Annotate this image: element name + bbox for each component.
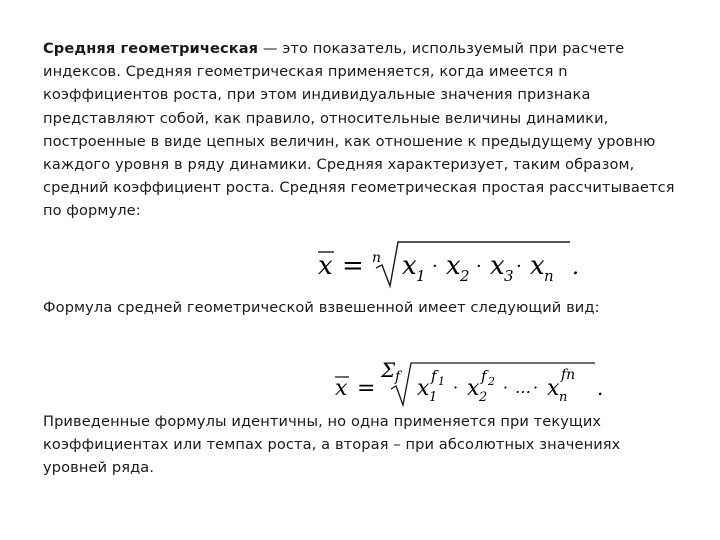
w-dot-2: ·: [503, 378, 509, 397]
paragraph-conclusion: Приведенные формулы идентичны, но одна применяется при текущих коэффициентах или темпах роста, а вторая – при абсолютных значениях уровней ряда.: [43, 413, 621, 477]
paragraph-definition: [43, 37, 683, 223]
w-sub-2: 2: [479, 390, 488, 405]
formula-weighted-end-period: .: [597, 376, 604, 400]
dot-3: ·: [516, 256, 522, 277]
w-ellipsis: …: [515, 378, 531, 397]
w-sub-1: 1: [429, 390, 438, 405]
mean-x-weighted: x: [335, 376, 348, 401]
formula-weighted-geometric-mean: [325, 355, 625, 407]
w-exp-fn: fn: [561, 367, 576, 383]
w-dot-3: ·: [533, 378, 539, 397]
w-sub-n: n: [559, 390, 568, 405]
w-exp-f1-sub: 1: [438, 375, 445, 388]
w-exp-f2-sub: 2: [488, 375, 495, 388]
equals-sign-weighted: =: [357, 376, 376, 401]
w-dot-1: ·: [453, 378, 459, 397]
formula-simple-geometric-mean: [310, 236, 590, 290]
mean-x: x: [318, 251, 333, 281]
w-term-x1: x: [417, 376, 430, 401]
sigma-index: Σ: [381, 358, 396, 382]
w-term-xn: x: [547, 376, 560, 401]
paragraph-weighted-intro: Формула средней геометрической взвешенной имеет следующий вид:: [43, 299, 600, 316]
w-exp-f2: f: [481, 367, 487, 385]
sub-3: 3: [504, 267, 514, 285]
formula-end-period: .: [572, 255, 579, 280]
term-x2: x: [446, 251, 461, 281]
term-x3: x: [490, 251, 505, 281]
w-exp-f1: f: [431, 367, 437, 385]
equals-sign: =: [342, 251, 364, 281]
term-x1: x: [402, 251, 417, 281]
formula-weighted-svg: [325, 355, 625, 407]
term-xn: x: [530, 251, 545, 281]
formula-simple-svg: [310, 236, 590, 290]
paragraph-definition-text: — это показатель, используемый при расчете индексов. Средняя геометрическая применяется, когда имеется n коэффициентов роста, при этом индивидуальные значения признака представляют собой, как правило, относительные величины динамики, построенные в виде цепных величин, как отношение к предыдущему уровню каждого уровня в ряду динамики. Средняя характеризует, таким образом, средний коэффициент роста. Средняя геометрическая простая рассчитывается по формуле:: [43, 40, 675, 220]
sigma-f: f: [395, 369, 401, 385]
w-term-x2: x: [467, 376, 480, 401]
dot-2: ·: [476, 256, 482, 277]
term-geometric-mean: Средняя геометрическая: [43, 40, 259, 57]
dot-1: ·: [432, 256, 438, 277]
sub-2: 2: [460, 267, 470, 285]
sub-1: 1: [416, 267, 426, 285]
root-index: n: [372, 250, 382, 266]
sub-n: n: [544, 267, 554, 285]
